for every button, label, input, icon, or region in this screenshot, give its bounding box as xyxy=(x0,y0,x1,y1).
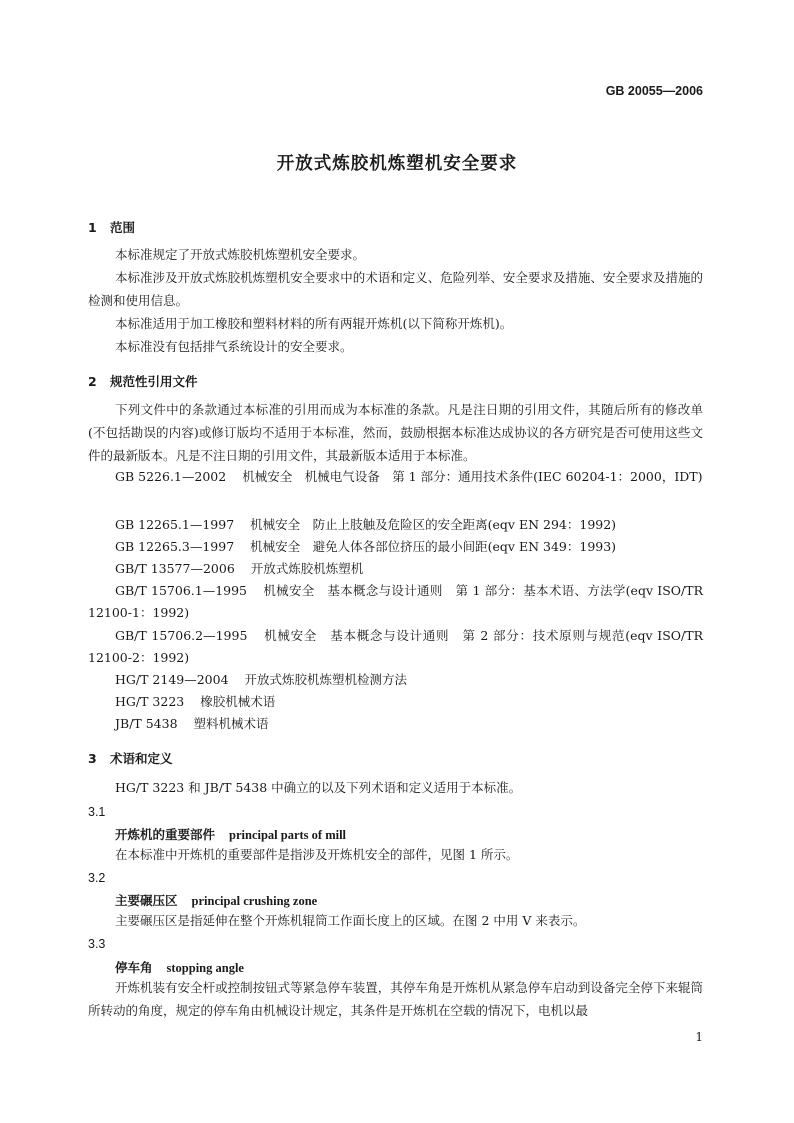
reference-code: HG/T 3223 xyxy=(115,694,185,709)
paragraph: 下列文件中的条款通过本标准的引用而成为本标准的条款。凡是注日期的引用文件，其随后所有的修改单(不包括勘误的内容)或修订版均不适用于本标准，然而，鼓励根据本标准达成协议的各方研究是否可使用这些文件的最新版本。凡是不注日期的引用文件，其最新版本适用于本标准。 xyxy=(88,402,703,463)
reference-title: 橡胶机械术语 xyxy=(200,694,276,709)
reference-title: 开放式炼胶机炼塑机检测方法 xyxy=(244,672,408,687)
reference-code: GB/T 15706.2—1995 xyxy=(115,628,248,643)
term-en: principal parts of mill xyxy=(229,828,347,842)
reference-code: GB/T 13577—2006 xyxy=(115,561,235,576)
page-number: 1 xyxy=(695,1030,703,1044)
reference-title: 塑料机械术语 xyxy=(193,716,269,731)
term-heading xyxy=(115,891,317,909)
reference-code: JB/T 5438 xyxy=(115,716,178,731)
term-heading xyxy=(115,958,244,976)
reference-code: HG/T 2149—2004 xyxy=(115,672,229,687)
reference-item xyxy=(115,714,269,732)
section-title: 范围 xyxy=(110,220,136,235)
standard-number: GB 20055—2006 xyxy=(605,84,703,98)
section-number: 2 xyxy=(88,374,97,389)
section-number: 1 xyxy=(88,220,97,235)
reference-title: 机械安全 基本概念与设计通则 第 2 部分：技术原则与规范(eqv ISO/TR 12100-2：1992) xyxy=(88,628,703,665)
subclause-number: 3.2 xyxy=(88,871,106,885)
term-definition: 在本标准中开炼机的重要部件是指涉及开炼机安全的部件，见图 1 所示。 xyxy=(115,847,519,862)
section-2-heading xyxy=(88,372,198,390)
paragraph: 本标准没有包括排气系统设计的安全要求。 xyxy=(115,339,353,354)
reference-item xyxy=(115,559,363,577)
section-3-heading xyxy=(88,749,173,767)
reference-code: GB/T 15706.1—1995 xyxy=(115,583,248,598)
section-title: 规范性引用文件 xyxy=(110,374,198,389)
reference-title: 机械安全 机械电气设备 第 1 部分：通用技术条件(IEC 60204-1：2000，IDT) xyxy=(242,469,703,484)
reference-item xyxy=(88,625,703,669)
section-title: 术语和定义 xyxy=(110,751,173,766)
term-heading xyxy=(115,825,346,843)
term-en: stopping angle xyxy=(166,961,244,975)
reference-code: GB 12265.1—1997 xyxy=(115,517,235,532)
reference-title: 机械安全 防止上肢触及危险区的安全距离(eqv EN 294：1992) xyxy=(250,517,617,532)
paragraph: 本标准涉及开放式炼胶机炼塑机安全要求中的术语和定义、危险列举、安全要求及措施、安全要求及措施的检测和使用信息。 xyxy=(88,270,703,308)
reference-code: GB 5226.1—2002 xyxy=(115,469,227,484)
paragraph: HG/T 3223 和 JB/T 5438 中确立的以及下列术语和定义适用于本标准。 xyxy=(115,780,522,795)
reference-item xyxy=(115,692,275,710)
term-cn: 主要碾压区 xyxy=(115,893,178,908)
paragraph: 本标准适用于加工橡胶和塑料材料的所有两辊开炼机(以下简称开炼机)。 xyxy=(115,316,513,331)
term-cn: 开炼机的重要部件 xyxy=(115,827,216,842)
section-1-heading xyxy=(88,218,135,236)
section-number: 3 xyxy=(88,751,97,766)
subclause-number: 3.1 xyxy=(88,805,106,819)
reference-title: 开放式炼胶机炼塑机 xyxy=(250,561,364,576)
reference-code: GB 12265.3—1997 xyxy=(115,539,235,554)
term-definition: 开炼机装有安全杆或控制按钮式等紧急停车装置，其停车角是开炼机从紧急停车启动到设备完全停下来辊筒所转动的角度，规定的停车角由机械设计规定，其条件是开炼机在空载的情况下，电机以最 xyxy=(88,980,703,1018)
reference-item xyxy=(88,466,703,488)
reference-item xyxy=(115,515,616,533)
reference-title: 机械安全 避免人体各部位挤压的最小间距(eqv EN 349：1993) xyxy=(250,539,617,554)
subclause-number: 3.3 xyxy=(88,937,106,951)
reference-item xyxy=(115,537,616,555)
reference-item xyxy=(88,580,703,624)
page-title: 开放式炼胶机炼塑机安全要求 xyxy=(276,154,518,174)
term-definition: 主要碾压区是指延伸在整个开炼机辊筒工作面长度上的区域。在图 2 中用 V 来表示。 xyxy=(115,913,586,928)
reference-item xyxy=(115,670,407,688)
term-en: principal crushing zone xyxy=(191,894,318,908)
paragraph: 本标准规定了开放式炼胶机炼塑机安全要求。 xyxy=(115,247,366,262)
term-cn: 停车角 xyxy=(115,960,153,975)
reference-title: 机械安全 基本概念与设计通则 第 1 部分：基本术语、方法学(eqv ISO/TR 12100-1：1992) xyxy=(88,583,704,620)
